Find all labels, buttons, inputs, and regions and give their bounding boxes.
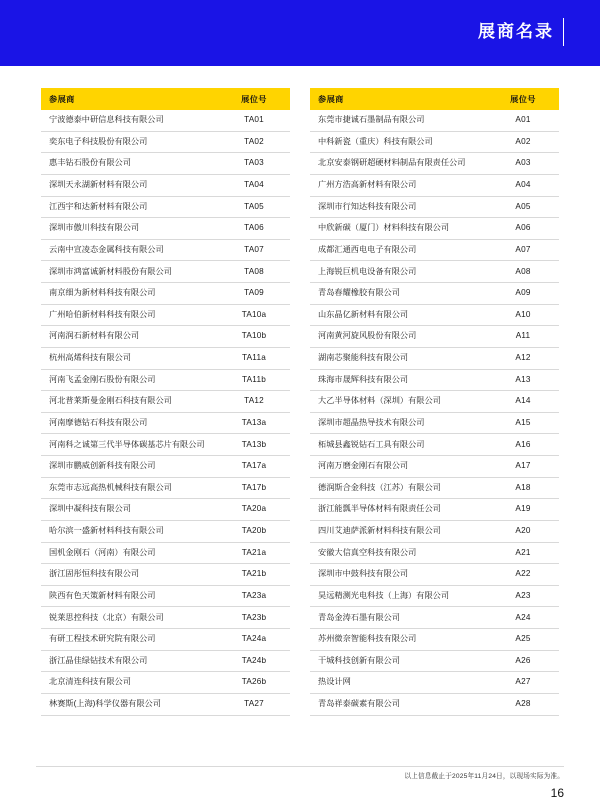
table-row bbox=[310, 629, 559, 651]
booth-number: A14 bbox=[487, 391, 559, 413]
table-row bbox=[41, 564, 290, 586]
column-header-booth: 展位号 bbox=[487, 88, 559, 110]
booth-number: A13 bbox=[487, 369, 559, 391]
booth-number: A12 bbox=[487, 347, 559, 369]
table-row bbox=[310, 304, 559, 326]
exhibitor-name: 惠丰钻石股份有限公司 bbox=[41, 153, 218, 175]
booth-number: TA23b bbox=[218, 607, 290, 629]
exhibitor-name: 山东晶亿新材料有限公司 bbox=[310, 304, 487, 326]
table-row bbox=[310, 153, 559, 175]
page-title: 展商名录 bbox=[478, 22, 554, 41]
table-row bbox=[310, 369, 559, 391]
exhibitor-name: 哈尔滨一盛新材料科技有限公司 bbox=[41, 520, 218, 542]
exhibitor-name: 浙江固彤恒科技有限公司 bbox=[41, 564, 218, 586]
booth-number: A15 bbox=[487, 412, 559, 434]
footer-divider bbox=[36, 766, 564, 767]
booth-number: A26 bbox=[487, 650, 559, 672]
table-body-left bbox=[41, 110, 290, 715]
exhibitor-directory bbox=[0, 88, 600, 716]
table-row bbox=[41, 650, 290, 672]
exhibitor-name: 浙江晶佳绿钻技术有限公司 bbox=[41, 650, 218, 672]
booth-number: TA27 bbox=[218, 693, 290, 715]
column-header-exhibitor: 参展商 bbox=[310, 88, 487, 110]
booth-number: A27 bbox=[487, 672, 559, 694]
exhibitor-name: 干城科技创新有限公司 bbox=[310, 650, 487, 672]
table-row bbox=[310, 218, 559, 240]
table-row bbox=[310, 564, 559, 586]
booth-number: A07 bbox=[487, 239, 559, 261]
table-row bbox=[41, 477, 290, 499]
exhibitor-name: 青岛金涛石墨有限公司 bbox=[310, 607, 487, 629]
table-row bbox=[41, 283, 290, 305]
exhibitor-name: 浙江能瓢半导体材料有限责任公司 bbox=[310, 499, 487, 521]
table-row bbox=[41, 693, 290, 715]
table-row bbox=[310, 347, 559, 369]
exhibitor-name: 江西宇和达新材料有限公司 bbox=[41, 196, 218, 218]
exhibitor-name: 深圳市行知达科技有限公司 bbox=[310, 196, 487, 218]
booth-number: TA23a bbox=[218, 585, 290, 607]
booth-number: A20 bbox=[487, 520, 559, 542]
exhibitor-name: 深圳中凝科技有限公司 bbox=[41, 499, 218, 521]
table-row bbox=[41, 174, 290, 196]
table-row bbox=[310, 456, 559, 478]
booth-number: TA01 bbox=[218, 110, 290, 131]
page-number: 16 bbox=[550, 786, 564, 800]
booth-number: A22 bbox=[487, 564, 559, 586]
exhibitor-name: 深圳市傲川科技有限公司 bbox=[41, 218, 218, 240]
exhibitor-name: 青岛祥泰碳素有限公司 bbox=[310, 693, 487, 715]
table-row bbox=[41, 131, 290, 153]
exhibitor-name: 深圳市中鼓科技有限公司 bbox=[310, 564, 487, 586]
booth-number: TA13a bbox=[218, 412, 290, 434]
booth-number: TA20a bbox=[218, 499, 290, 521]
exhibitor-name: 林赛斯(上海)科学仪器有限公司 bbox=[41, 693, 218, 715]
booth-number: TA03 bbox=[218, 153, 290, 175]
table-row bbox=[41, 391, 290, 413]
exhibitor-name: 河南黄河旋风股份有限公司 bbox=[310, 326, 487, 348]
table-row bbox=[310, 434, 559, 456]
exhibitor-name: 中科新瓷（重庆）科技有限公司 bbox=[310, 131, 487, 153]
table-row bbox=[310, 542, 559, 564]
exhibitor-name: 北京安泰钢研超硬材料制品有限责任公司 bbox=[310, 153, 487, 175]
column-header-exhibitor: 参展商 bbox=[41, 88, 218, 110]
exhibitor-name: 国机金刚石（河南）有限公司 bbox=[41, 542, 218, 564]
booth-number: TA04 bbox=[218, 174, 290, 196]
exhibitor-name: 河南摩德钻石科技有限公司 bbox=[41, 412, 218, 434]
table-row bbox=[310, 585, 559, 607]
booth-number: TA11b bbox=[218, 369, 290, 391]
booth-number: TA13b bbox=[218, 434, 290, 456]
exhibitor-name: 锐莱思控科技（北京）有限公司 bbox=[41, 607, 218, 629]
booth-number: TA17b bbox=[218, 477, 290, 499]
exhibitor-name: 北京清连科技有限公司 bbox=[41, 672, 218, 694]
exhibitor-table-right bbox=[310, 88, 559, 716]
booth-number: A18 bbox=[487, 477, 559, 499]
table-row bbox=[41, 412, 290, 434]
booth-number: TA09 bbox=[218, 283, 290, 305]
booth-number: A17 bbox=[487, 456, 559, 478]
table-row bbox=[41, 196, 290, 218]
table-row bbox=[41, 434, 290, 456]
booth-number: TA24a bbox=[218, 629, 290, 651]
table-row bbox=[41, 672, 290, 694]
table-row bbox=[41, 585, 290, 607]
booth-number: A21 bbox=[487, 542, 559, 564]
table-body-right bbox=[310, 110, 559, 715]
table-row bbox=[41, 520, 290, 542]
booth-number: TA06 bbox=[218, 218, 290, 240]
exhibitor-name: 珠海市晟辉科技有限公司 bbox=[310, 369, 487, 391]
booth-number: TA21a bbox=[218, 542, 290, 564]
booth-number: A05 bbox=[487, 196, 559, 218]
exhibitor-name: 有研工程技术研究院有限公司 bbox=[41, 629, 218, 651]
table-row bbox=[310, 607, 559, 629]
table-row bbox=[310, 261, 559, 283]
table-row bbox=[41, 607, 290, 629]
exhibitor-name: 中欣新碳（厦门）材料科技有限公司 bbox=[310, 218, 487, 240]
header-divider bbox=[563, 18, 564, 46]
exhibitor-name: 四川艾迪萨派新材料科技有限公司 bbox=[310, 520, 487, 542]
table-row bbox=[41, 110, 290, 131]
exhibitor-name: 成都汇通西电电子有限公司 bbox=[310, 239, 487, 261]
booth-number: TA08 bbox=[218, 261, 290, 283]
exhibitor-name: 东莞市志远高热机械科技有限公司 bbox=[41, 477, 218, 499]
booth-number: A06 bbox=[487, 218, 559, 240]
exhibitor-name: 德润斯合金科技（江苏）有限公司 bbox=[310, 477, 487, 499]
table-header-row bbox=[41, 88, 290, 110]
table-row bbox=[310, 693, 559, 715]
booth-number: A02 bbox=[487, 131, 559, 153]
table-row bbox=[310, 391, 559, 413]
exhibitor-name: 昊远精测光电科技（上海）有限公司 bbox=[310, 585, 487, 607]
table-row bbox=[41, 239, 290, 261]
booth-number: A25 bbox=[487, 629, 559, 651]
table-row bbox=[41, 347, 290, 369]
booth-number: TA07 bbox=[218, 239, 290, 261]
table-row bbox=[310, 131, 559, 153]
booth-number: A09 bbox=[487, 283, 559, 305]
page-header bbox=[0, 0, 600, 66]
exhibitor-name: 安徽大信真空科技有限公司 bbox=[310, 542, 487, 564]
column-header-booth: 展位号 bbox=[218, 88, 290, 110]
exhibitor-name: 深圳市鸿富诚新材料股份有限公司 bbox=[41, 261, 218, 283]
booth-number: TA02 bbox=[218, 131, 290, 153]
table-row bbox=[310, 672, 559, 694]
booth-number: TA12 bbox=[218, 391, 290, 413]
booth-number: A08 bbox=[487, 261, 559, 283]
exhibitor-name: 河南飞孟金刚石股份有限公司 bbox=[41, 369, 218, 391]
table-row bbox=[41, 499, 290, 521]
table-row bbox=[310, 520, 559, 542]
exhibitor-name: 陕西有色天策新材料有限公司 bbox=[41, 585, 218, 607]
table-row bbox=[41, 326, 290, 348]
exhibitor-name: 柘城县鑫锐钻石工具有限公司 bbox=[310, 434, 487, 456]
table-header-row bbox=[310, 88, 559, 110]
table-row bbox=[310, 110, 559, 131]
exhibitor-name: 河南科之诚第三代半导体碳基芯片有限公司 bbox=[41, 434, 218, 456]
booth-number: TA05 bbox=[218, 196, 290, 218]
exhibitor-name: 深圳天永湖新材料有限公司 bbox=[41, 174, 218, 196]
exhibitor-name: 河南万磨金刚石有限公司 bbox=[310, 456, 487, 478]
booth-number: A28 bbox=[487, 693, 559, 715]
table-row bbox=[310, 477, 559, 499]
table-row bbox=[41, 261, 290, 283]
table-row bbox=[41, 629, 290, 651]
exhibitor-name: 深圳市超晶热导技术有限公司 bbox=[310, 412, 487, 434]
booth-number: A03 bbox=[487, 153, 559, 175]
exhibitor-name: 河南润石新材料有限公司 bbox=[41, 326, 218, 348]
table-row bbox=[310, 650, 559, 672]
exhibitor-name: 广州方浩高新材料有限公司 bbox=[310, 174, 487, 196]
table-row bbox=[310, 283, 559, 305]
table-row bbox=[310, 412, 559, 434]
table-row bbox=[310, 174, 559, 196]
exhibitor-table-left bbox=[41, 88, 290, 716]
exhibitor-name: 广州哈伯新材料科技有限公司 bbox=[41, 304, 218, 326]
booth-number: A04 bbox=[487, 174, 559, 196]
booth-number: TA11a bbox=[218, 347, 290, 369]
footer-note: 以上信息截止于2025年11月24日，以现场实际为准。 bbox=[404, 773, 564, 780]
exhibitor-name: 苏州微奈智能科技有限公司 bbox=[310, 629, 487, 651]
exhibitor-name: 奕东电子科技股份有限公司 bbox=[41, 131, 218, 153]
exhibitor-name: 热设计网 bbox=[310, 672, 487, 694]
exhibitor-name: 南京细为新材料科技有限公司 bbox=[41, 283, 218, 305]
booth-number: A01 bbox=[487, 110, 559, 131]
booth-number: TA24b bbox=[218, 650, 290, 672]
table-row bbox=[41, 304, 290, 326]
exhibitor-name: 上海锐巨机电设备有限公司 bbox=[310, 261, 487, 283]
booth-number: TA21b bbox=[218, 564, 290, 586]
table-row bbox=[41, 456, 290, 478]
booth-number: A16 bbox=[487, 434, 559, 456]
booth-number: A10 bbox=[487, 304, 559, 326]
table-row bbox=[310, 239, 559, 261]
table-head-right bbox=[310, 88, 559, 110]
table-row bbox=[310, 326, 559, 348]
exhibitor-name: 大乙半导体材料（深圳）有限公司 bbox=[310, 391, 487, 413]
booth-number: TA10a bbox=[218, 304, 290, 326]
exhibitor-name: 东莞市捷诚石墨制品有限公司 bbox=[310, 110, 487, 131]
table-row bbox=[310, 499, 559, 521]
booth-number: A23 bbox=[487, 585, 559, 607]
exhibitor-name: 湖南芯聚能科技有限公司 bbox=[310, 347, 487, 369]
exhibitor-name: 青岛春耀橡胶有限公司 bbox=[310, 283, 487, 305]
table-head-left bbox=[41, 88, 290, 110]
booth-number: A19 bbox=[487, 499, 559, 521]
exhibitor-name: 河北普莱斯曼金刚石科技有限公司 bbox=[41, 391, 218, 413]
table-row bbox=[310, 196, 559, 218]
table-row bbox=[41, 369, 290, 391]
booth-number: A11 bbox=[487, 326, 559, 348]
exhibitor-name: 深圳市鹏威创新科技有限公司 bbox=[41, 456, 218, 478]
table-row bbox=[41, 218, 290, 240]
table-row bbox=[41, 153, 290, 175]
table-row bbox=[41, 542, 290, 564]
exhibitor-name: 宁波德泰中研信息科技有限公司 bbox=[41, 110, 218, 131]
booth-number: TA20b bbox=[218, 520, 290, 542]
booth-number: TA26b bbox=[218, 672, 290, 694]
exhibitor-name: 云南中宣凌态金属科技有限公司 bbox=[41, 239, 218, 261]
booth-number: A24 bbox=[487, 607, 559, 629]
booth-number: TA10b bbox=[218, 326, 290, 348]
exhibitor-name: 杭州高烯科技有限公司 bbox=[41, 347, 218, 369]
booth-number: TA17a bbox=[218, 456, 290, 478]
